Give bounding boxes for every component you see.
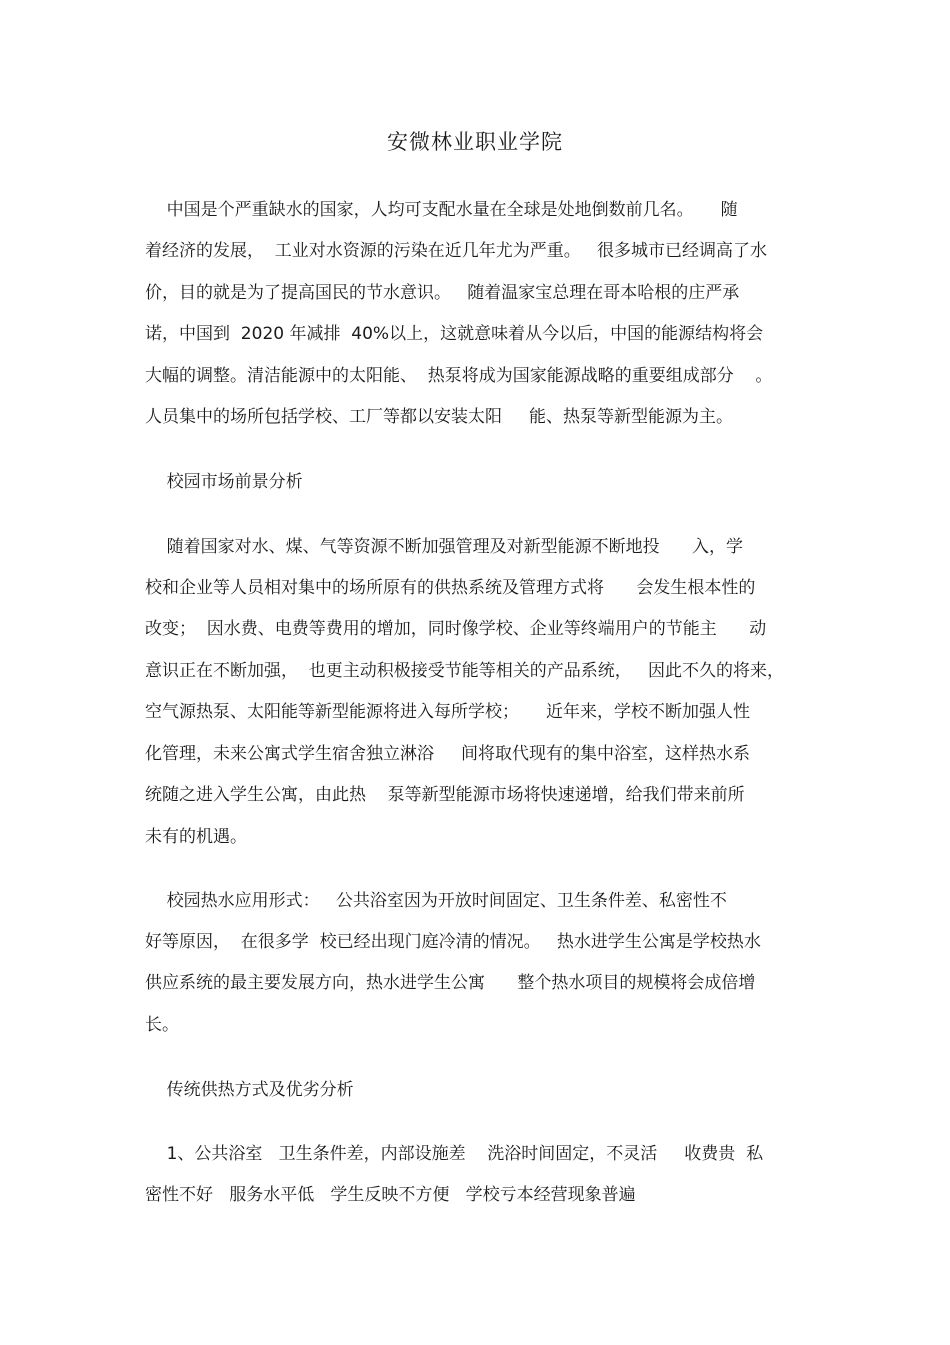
document-title: 安微林业职业学院 xyxy=(387,130,563,154)
text-line: 长。 xyxy=(145,1015,179,1035)
text-line: 未有的机遇。 xyxy=(145,827,247,847)
text-line: 大幅的调整。清洁能源中的太阳能、 热泵将成为国家能源战略的重要组成部分 。 xyxy=(145,366,773,386)
text-line: 改变； 因水费、电费等费用的增加，同时像学校、企业等终端用户的节能主 动 xyxy=(145,619,767,639)
section-heading-traditional-heating: 传统供热方式及优劣分析 xyxy=(145,1080,354,1100)
text-line: 随着国家对水、煤、气等资源不断加强管理及对新型能源不断地投 入，学 xyxy=(145,537,744,557)
text-line: 人员集中的场所包括学校、工厂等都以安装太阳 能、热泵等新型能源为主。 xyxy=(145,407,734,427)
text-line: 统随之进入学生公寓，由此热 泵等新型能源市场将快速递增，给我们带来前所 xyxy=(145,785,745,805)
text-line: 校和企业等人员相对集中的场所原有的供热系统及管理方式将 会发生根本性的 xyxy=(145,578,756,598)
text-line: 意识正在不断加强， 也更主动积极接受节能等相关的产品系统， 因此不久的将来， xyxy=(145,661,785,681)
text-line: 中国是个严重缺水的国家，人均可支配水量在全球是处地倒数前几名。 随 xyxy=(145,200,738,220)
section-heading-market-outlook: 校园市场前景分析 xyxy=(145,472,303,492)
text-line: 好等原因， 在很多学 校已经出现门庭冷清的情况。 热水进学生公寓是学校热水 xyxy=(145,932,761,952)
text-line: 1、公共浴室 卫生条件差，内部设施差 洗浴时间固定，不灵活 收费贵 私 xyxy=(145,1144,764,1164)
text-line: 化管理，未来公寓式学生宿舍独立淋浴 间将取代现有的集中浴室，这样热水系 xyxy=(145,744,751,764)
text-line: 诺，中国到 2020 年减排 40%以上，这就意味着从今以后，中国的能源结构将会 xyxy=(145,324,764,344)
text-line: 密性不好 服务水平低 学生反映不方便 学校亏本经营现象普遍 xyxy=(145,1185,636,1205)
text-line: 校园热水应用形式： 公共浴室因为开放时间固定、卫生条件差、私密性不 xyxy=(145,891,727,911)
text-line: 着经济的发展， 工业对水资源的污染在近几年尤为严重。 很多城市已经调高了水 xyxy=(145,241,768,261)
text-line: 价，目的就是为了提高国民的节水意识。 随着温家宝总理在哥本哈根的庄严承 xyxy=(145,283,740,303)
text-line: 空气源热泵、太阳能等新型能源将进入每所学校； 近年来，学校不断加强人性 xyxy=(145,702,751,722)
text-line: 供应系统的最主要发展方向，热水进学生公寓 整个热水项目的规模将会成倍增 xyxy=(145,973,756,993)
